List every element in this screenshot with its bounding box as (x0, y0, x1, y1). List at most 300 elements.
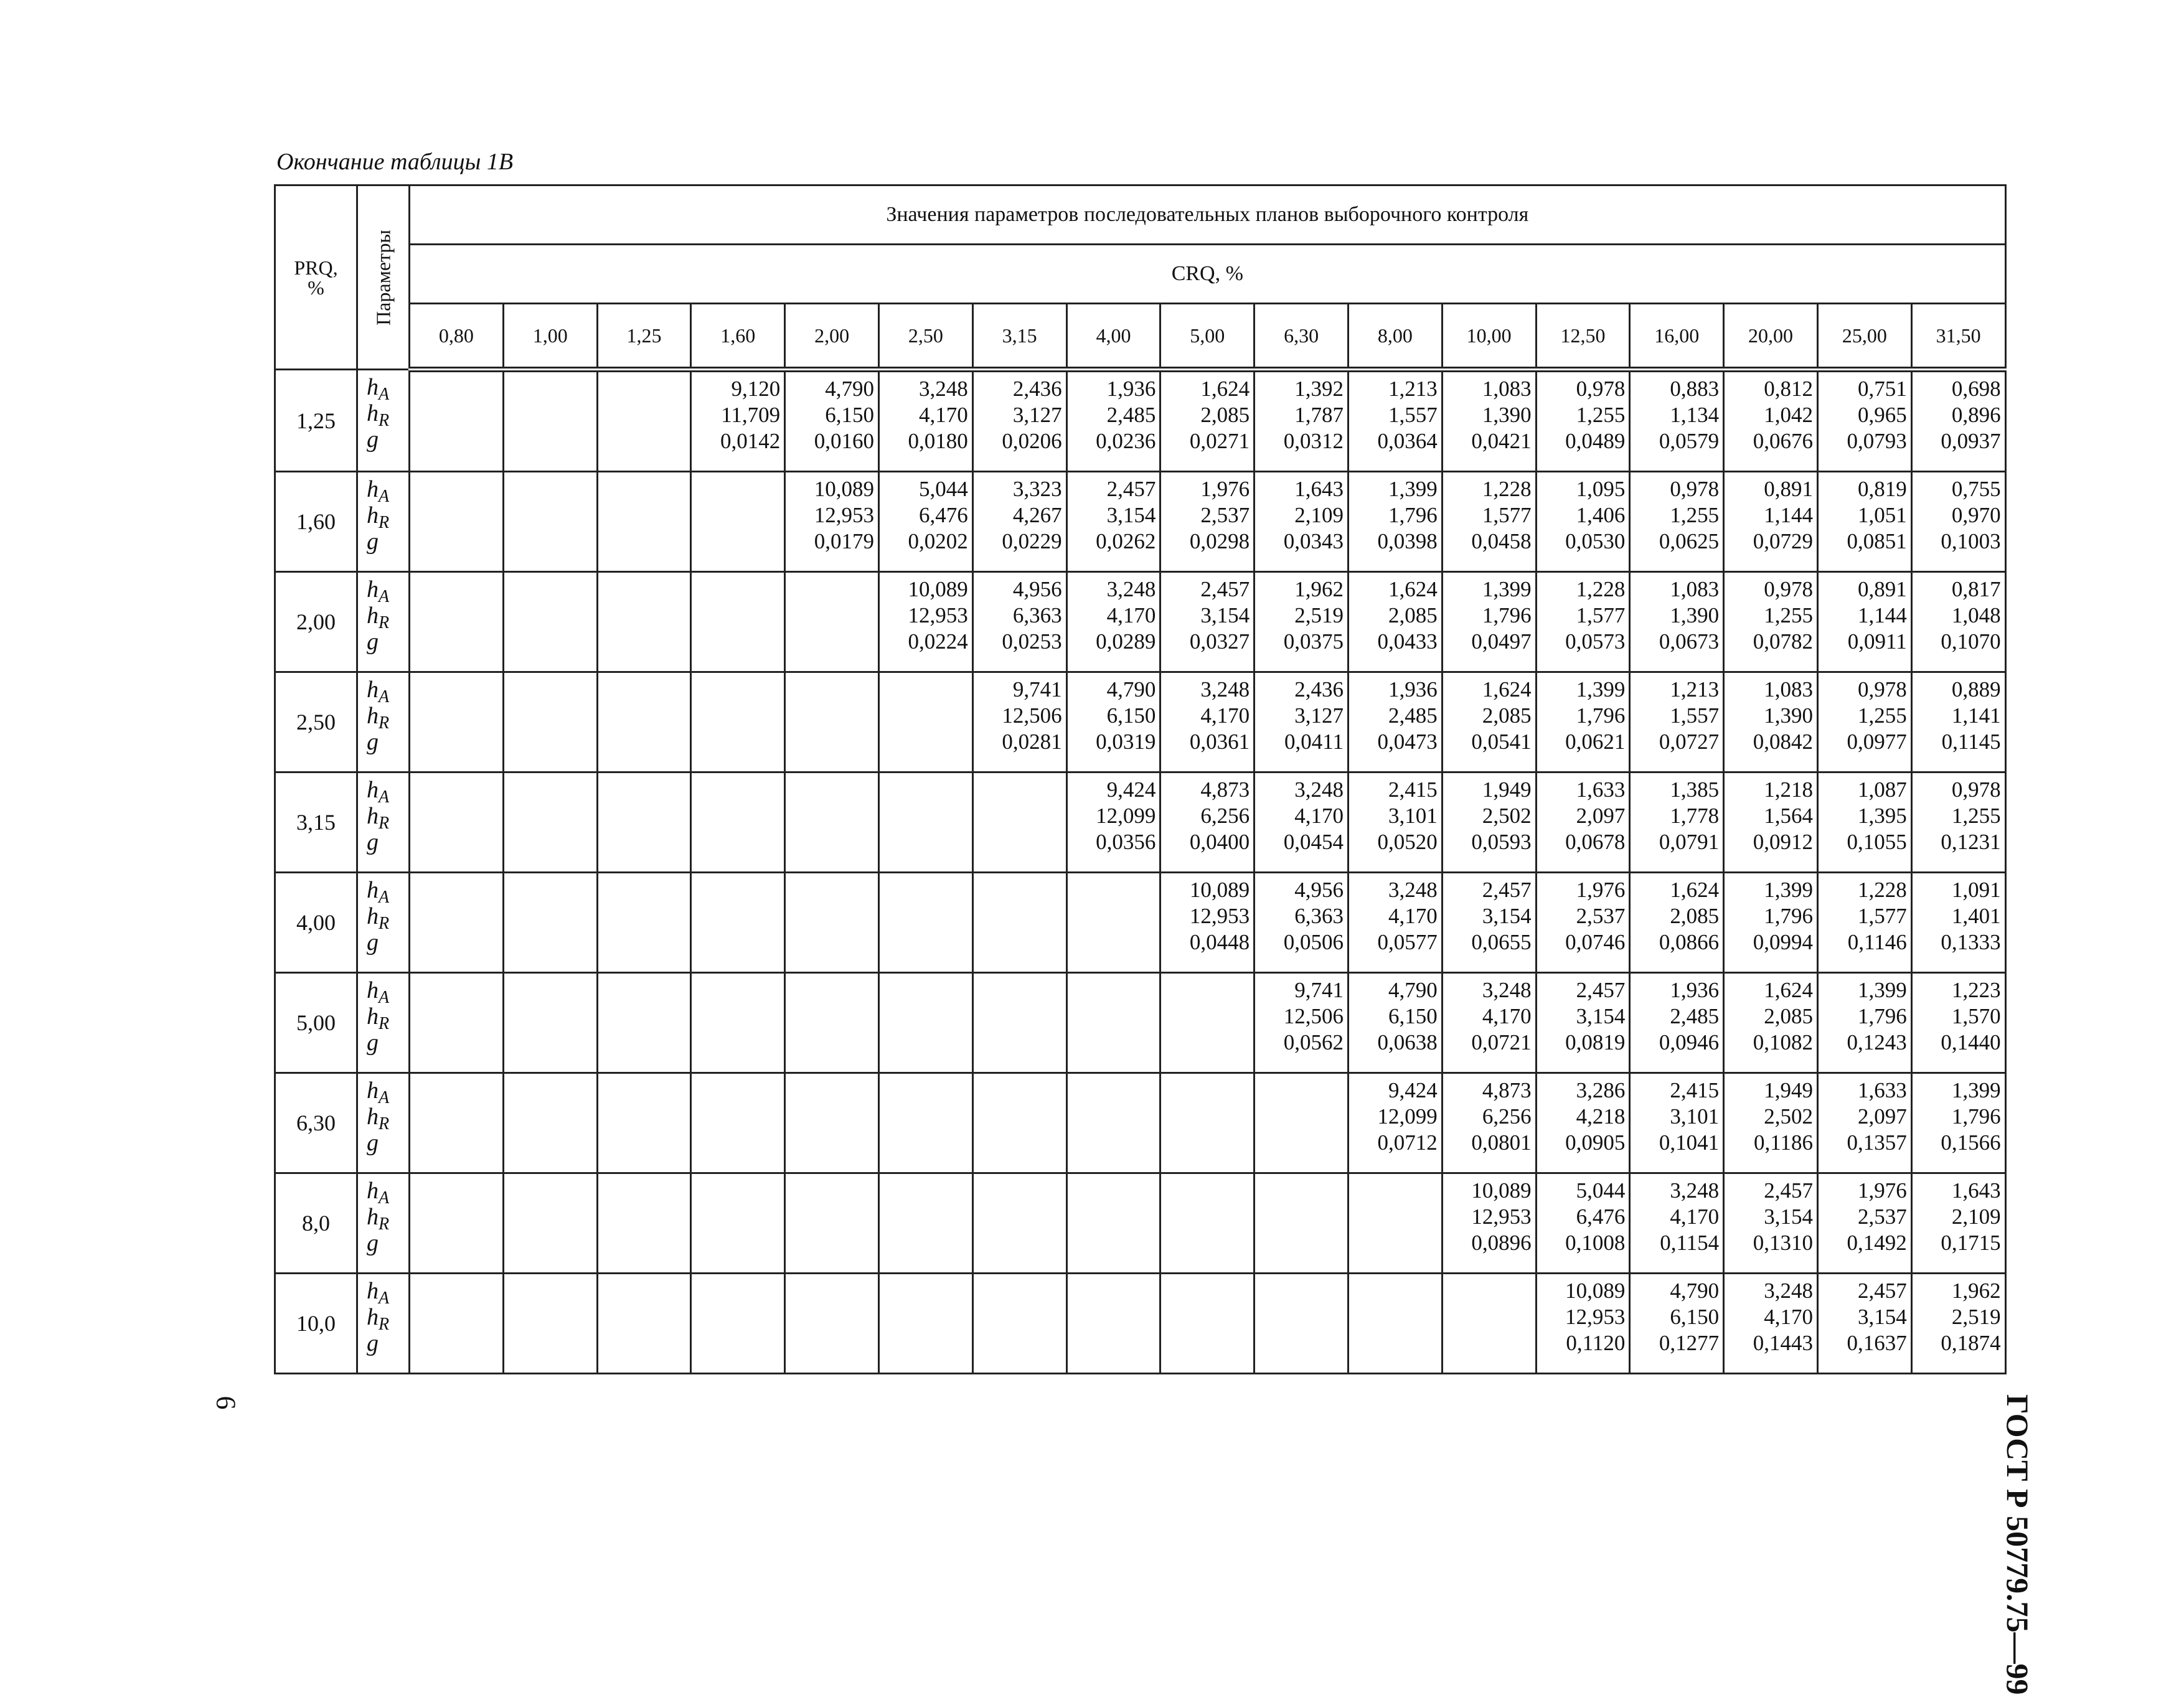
table-cell (410, 1073, 504, 1173)
value-ha: 1,399 (1764, 878, 1813, 902)
param-labels (357, 672, 410, 772)
value-ha: 0,883 (1670, 377, 1720, 401)
value-hr: 2,485 (1106, 403, 1156, 427)
value-ha: 1,095 (1576, 477, 1626, 501)
table-cell (1724, 672, 1818, 772)
table-cell (1160, 873, 1254, 973)
value-hr: 2,109 (1294, 503, 1344, 527)
value-g: 0,1443 (1753, 1331, 1813, 1355)
value-g: 0,1357 (1847, 1130, 1907, 1155)
prq-value: 6,30 (275, 1073, 357, 1173)
table-cell (1254, 472, 1349, 572)
table-cell (1630, 572, 1724, 672)
value-ha: 9,741 (1294, 978, 1344, 1002)
param-h-a: $h_A$ (367, 877, 390, 907)
table-cell (1911, 472, 2005, 572)
table-cell (1254, 370, 1349, 472)
table-row (275, 973, 2006, 1073)
value-g: 0,0638 (1377, 1030, 1438, 1054)
value-g: 0,0562 (1283, 1030, 1344, 1054)
value-hr: 1,577 (1858, 904, 1907, 928)
value-g: 0,1082 (1753, 1030, 1813, 1054)
table-cell (1911, 1173, 2005, 1274)
table-cell (1348, 572, 1442, 672)
table-cell (1817, 873, 1911, 973)
value-ha: 0,891 (1858, 577, 1907, 601)
value-hr: 1,051 (1858, 503, 1907, 527)
value-g: 0,0911 (1847, 629, 1907, 654)
value-hr: 1,042 (1764, 403, 1813, 427)
value-g: 0,0912 (1753, 830, 1813, 854)
value-ha: 4,790 (1388, 978, 1438, 1002)
value-g: 0,0729 (1753, 529, 1813, 553)
value-ha: 1,228 (1482, 477, 1532, 501)
value-ha: 10,089 (814, 477, 874, 501)
value-ha: 1,633 (1858, 1078, 1907, 1102)
value-g: 0,1333 (1941, 930, 2001, 954)
table-row (275, 370, 2006, 472)
value-hr: 4,170 (1200, 703, 1250, 728)
crq-values-row (275, 304, 2006, 370)
table-cell (972, 873, 1066, 973)
value-ha: 1,976 (1576, 878, 1626, 902)
value-ha: 1,399 (1951, 1078, 2001, 1102)
value-ha: 3,248 (1764, 1279, 1813, 1303)
table-cell (691, 973, 785, 1073)
value-hr: 2,485 (1670, 1004, 1720, 1028)
value-ha: 1,624 (1482, 677, 1532, 702)
value-hr: 1,255 (1576, 403, 1626, 427)
table-cell (597, 1173, 691, 1274)
value-hr: 3,154 (1482, 904, 1532, 928)
value-g: 0,1715 (1941, 1231, 2001, 1255)
value-hr: 6,256 (1482, 1104, 1532, 1129)
value-g: 0,0625 (1659, 529, 1720, 553)
value-ha: 0,978 (1858, 677, 1907, 702)
value-g: 0,0937 (1941, 429, 2001, 453)
table-cell (1160, 472, 1254, 572)
value-ha: 0,978 (1764, 577, 1813, 601)
value-hr: 2,109 (1951, 1204, 2001, 1229)
value-hr: 4,267 (1012, 503, 1062, 527)
param-h-r: $h_R$ (367, 1304, 390, 1334)
value-ha: 1,392 (1294, 377, 1344, 401)
param-h-r: $h_R$ (367, 1204, 390, 1234)
table-row (275, 472, 2006, 572)
value-ha: 1,228 (1576, 577, 1626, 601)
crq-column-header: 10,00 (1442, 304, 1536, 370)
value-hr: 1,255 (1670, 503, 1720, 527)
param-h-a: $h_A$ (367, 374, 390, 404)
value-ha: 0,978 (1670, 477, 1720, 501)
table-cell (785, 370, 879, 472)
value-ha: 1,223 (1951, 978, 2001, 1002)
value-ha: 2,457 (1482, 878, 1532, 902)
table-cell (1442, 1073, 1536, 1173)
table-cell (597, 772, 691, 873)
table-cell (1724, 873, 1818, 973)
table-cell (1254, 1173, 1349, 1274)
value-hr: 12,953 (814, 503, 874, 527)
value-g: 0,0579 (1659, 429, 1720, 453)
param-g: g (367, 929, 379, 955)
param-g: g (367, 829, 379, 855)
value-hr: 12,953 (1471, 1204, 1532, 1229)
table-cell (1160, 370, 1254, 472)
table-cell (878, 973, 972, 1073)
value-hr: 2,097 (1576, 804, 1626, 828)
param-h-a: $h_A$ (367, 1078, 390, 1107)
table-cell (1442, 472, 1536, 572)
value-hr: 4,170 (1388, 904, 1438, 928)
crq-column-header: 1,25 (597, 304, 691, 370)
value-hr: 2,097 (1858, 1104, 1907, 1129)
value-g: 0,0224 (908, 629, 968, 654)
table-cell (1817, 973, 1911, 1073)
prq-header-line2: % (308, 276, 324, 299)
value-hr: 1,255 (1764, 603, 1813, 627)
value-ha: 2,415 (1388, 777, 1438, 802)
value-hr: 2,537 (1858, 1204, 1907, 1229)
param-h-a: $h_A$ (367, 977, 390, 1007)
table-cell (1536, 370, 1630, 472)
value-hr: 4,170 (1764, 1305, 1813, 1329)
param-g: g (367, 729, 379, 755)
value-hr: 2,485 (1388, 703, 1438, 728)
value-g: 0,0253 (1002, 629, 1062, 654)
table-cell (878, 1173, 972, 1274)
value-ha: 0,751 (1858, 377, 1907, 401)
value-ha: 1,083 (1670, 577, 1720, 601)
table-cell (1724, 1173, 1818, 1274)
value-hr: 4,170 (1294, 804, 1344, 828)
table-cell (1066, 1173, 1160, 1274)
value-hr: 1,401 (1951, 904, 2001, 928)
value-hr: 1,577 (1482, 503, 1532, 527)
value-ha: 1,213 (1670, 677, 1720, 702)
value-ha: 3,323 (1012, 477, 1062, 501)
value-hr: 4,170 (1482, 1004, 1532, 1028)
value-ha: 2,436 (1294, 677, 1344, 702)
value-hr: 3,154 (1764, 1204, 1813, 1229)
value-g: 0,0361 (1189, 730, 1250, 754)
value-g: 0,0327 (1189, 629, 1250, 654)
value-g: 0,0202 (908, 529, 968, 553)
table-cell (1066, 1274, 1160, 1374)
crq-column-header: 31,50 (1911, 304, 2005, 370)
param-labels (357, 1173, 410, 1274)
table-cell (878, 873, 972, 973)
value-g: 0,0364 (1377, 429, 1438, 453)
table-cell (1817, 772, 1911, 873)
prq-header (275, 185, 357, 370)
value-ha: 1,213 (1388, 377, 1438, 401)
value-hr: 6,363 (1012, 603, 1062, 627)
table-cell (1911, 370, 2005, 472)
value-g: 0,0678 (1565, 830, 1626, 854)
table-cell (597, 472, 691, 572)
table-cell (785, 1173, 879, 1274)
value-g: 0,0573 (1565, 629, 1626, 654)
table-cell (1630, 772, 1724, 873)
value-hr: 6,363 (1294, 904, 1344, 928)
value-g: 0,0454 (1283, 830, 1344, 854)
crq-column-header: 1,60 (691, 304, 785, 370)
table-cell (1066, 572, 1160, 672)
table-cell (691, 472, 785, 572)
table-cell (1254, 973, 1349, 1073)
table-cell (1536, 472, 1630, 572)
value-hr: 2,502 (1482, 804, 1532, 828)
table-row (275, 873, 2006, 973)
param-g: g (367, 1330, 379, 1356)
param-h-r: $h_R$ (367, 603, 390, 632)
table-cell (1442, 1173, 1536, 1274)
value-hr: 1,577 (1576, 603, 1626, 627)
value-ha: 2,457 (1106, 477, 1156, 501)
value-ha: 1,949 (1482, 777, 1532, 802)
table-cell (691, 672, 785, 772)
crq-header: CRQ, % (410, 245, 2006, 304)
table-cell (1160, 672, 1254, 772)
value-hr: 2,519 (1951, 1305, 2001, 1329)
value-hr: 1,134 (1670, 403, 1720, 427)
value-ha: 2,457 (1576, 978, 1626, 1002)
table-cell (878, 572, 972, 672)
value-ha: 1,976 (1200, 477, 1250, 501)
value-hr: 2,537 (1200, 503, 1250, 527)
value-ha: 0,817 (1951, 577, 2001, 601)
value-g: 0,0298 (1189, 529, 1250, 553)
value-hr: 12,953 (908, 603, 968, 627)
table-cell (691, 1173, 785, 1274)
value-hr: 1,390 (1482, 403, 1532, 427)
value-ha: 1,399 (1858, 978, 1907, 1002)
value-g: 0,0398 (1377, 529, 1438, 553)
value-ha: 4,790 (1670, 1279, 1720, 1303)
table-cell (972, 370, 1066, 472)
value-hr: 1,557 (1388, 403, 1438, 427)
table-cell (503, 772, 597, 873)
table-cell (1724, 472, 1818, 572)
value-hr: 6,476 (1576, 1204, 1626, 1229)
table-cell (1724, 772, 1818, 873)
value-g: 0,0421 (1471, 429, 1532, 453)
value-ha: 3,248 (1388, 878, 1438, 902)
crq-column-header: 6,30 (1254, 304, 1349, 370)
table-cell (1911, 1274, 2005, 1374)
value-g: 0,0319 (1096, 730, 1156, 754)
value-hr: 0,970 (1951, 503, 2001, 527)
value-g: 0,0229 (1002, 529, 1062, 553)
prq-value: 4,00 (275, 873, 357, 973)
value-g: 0,0793 (1847, 429, 1907, 453)
value-hr: 3,154 (1858, 1305, 1907, 1329)
table-cell (1442, 1274, 1536, 1374)
value-ha: 0,698 (1951, 377, 2001, 401)
param-labels (357, 973, 410, 1073)
value-g: 0,0356 (1096, 830, 1156, 854)
param-g: g (367, 426, 379, 453)
table-cell (1254, 873, 1349, 973)
value-g: 0,0506 (1283, 930, 1344, 954)
param-h-r: $h_R$ (367, 903, 390, 933)
table-cell (597, 873, 691, 973)
table-cell (597, 973, 691, 1073)
value-ha: 1,624 (1764, 978, 1813, 1002)
prq-value: 8,0 (275, 1173, 357, 1274)
table-cell (503, 973, 597, 1073)
table-cell (691, 1073, 785, 1173)
table-cell (503, 1274, 597, 1374)
value-hr: 3,101 (1388, 804, 1438, 828)
table-cell (1160, 772, 1254, 873)
table-cell (1724, 370, 1818, 472)
table-cell (503, 370, 597, 472)
param-g: g (367, 1030, 379, 1056)
prq-value: 2,00 (275, 572, 357, 672)
value-g: 0,0905 (1565, 1130, 1626, 1155)
table-cell (1348, 672, 1442, 772)
value-hr: 6,150 (825, 403, 874, 427)
value-hr: 1,048 (1951, 603, 2001, 627)
table-cell (1254, 572, 1349, 672)
table-cell (1630, 672, 1724, 772)
value-g: 0,0312 (1283, 429, 1344, 453)
table-cell (1442, 772, 1536, 873)
param-h-a: $h_A$ (367, 576, 390, 606)
param-h-r: $h_R$ (367, 400, 390, 430)
param-h-r: $h_R$ (367, 1003, 390, 1033)
table-cell (1724, 572, 1818, 672)
value-hr: 12,953 (1189, 904, 1250, 928)
table-body (275, 370, 2006, 1374)
value-ha: 0,891 (1764, 477, 1813, 501)
param-labels (357, 472, 410, 572)
value-ha: 1,643 (1294, 477, 1344, 501)
param-g: g (367, 629, 379, 655)
table-cell (597, 370, 691, 472)
prq-value: 10,0 (275, 1274, 357, 1374)
value-ha: 1,976 (1858, 1178, 1907, 1203)
table-cell (597, 1073, 691, 1173)
value-hr: 1,144 (1858, 603, 1907, 627)
value-g: 0,1186 (1754, 1130, 1813, 1155)
value-hr: 1,255 (1951, 804, 2001, 828)
table-cell (1630, 370, 1724, 472)
table-cell (972, 572, 1066, 672)
value-g: 0,0343 (1283, 529, 1344, 553)
crq-column-header: 4,00 (1066, 304, 1160, 370)
crq-column-header: 8,00 (1348, 304, 1442, 370)
value-ha: 4,956 (1294, 878, 1344, 902)
value-g: 0,0530 (1565, 529, 1626, 553)
value-g: 0,0946 (1659, 1030, 1720, 1054)
param-h-r: $h_R$ (367, 703, 390, 733)
value-g: 0,1310 (1753, 1231, 1813, 1255)
value-g: 0,0262 (1096, 529, 1156, 553)
crq-column-header: 1,00 (503, 304, 597, 370)
value-g: 0,1154 (1660, 1231, 1720, 1255)
standard-code: ГОСТ Р 50779.75—99 (2000, 1394, 2035, 1695)
value-hr: 12,506 (1283, 1004, 1344, 1028)
value-g: 0,0520 (1377, 830, 1438, 854)
param-g: g (367, 1230, 379, 1256)
value-g: 0,0676 (1753, 429, 1813, 453)
value-ha: 2,457 (1200, 577, 1250, 601)
value-ha: 3,248 (1294, 777, 1344, 802)
param-labels (357, 370, 410, 472)
value-g: 0,0577 (1377, 930, 1438, 954)
param-labels (357, 1073, 410, 1173)
param-g: g (367, 528, 379, 555)
value-g: 0,0593 (1471, 830, 1532, 854)
param-h-a: $h_A$ (367, 1178, 390, 1208)
table-cell (691, 370, 785, 472)
table-cell (1066, 370, 1160, 472)
table-cell (785, 472, 879, 572)
value-ha: 1,962 (1951, 1279, 2001, 1303)
value-hr: 12,099 (1377, 1104, 1438, 1129)
table-cell (1160, 973, 1254, 1073)
table-row (275, 572, 2006, 672)
value-ha: 1,218 (1764, 777, 1813, 802)
value-hr: 1,796 (1951, 1104, 2001, 1129)
table-cell (1536, 772, 1630, 873)
value-ha: 9,741 (1012, 677, 1062, 702)
table-cell (1442, 572, 1536, 672)
value-ha: 2,457 (1764, 1178, 1813, 1203)
value-g: 0,1440 (1941, 1030, 2001, 1054)
value-hr: 6,476 (919, 503, 968, 527)
value-hr: 1,144 (1764, 503, 1813, 527)
value-hr: 2,085 (1388, 603, 1438, 627)
value-ha: 0,889 (1951, 677, 2001, 702)
param-h-a: $h_A$ (367, 677, 390, 707)
table-cell (1348, 1073, 1442, 1173)
params-header-label: Параметры (372, 229, 394, 326)
value-hr: 2,519 (1294, 603, 1344, 627)
table-cell (410, 873, 504, 973)
table-cell (785, 772, 879, 873)
value-hr: 4,170 (919, 403, 968, 427)
prq-value: 1,60 (275, 472, 357, 572)
value-hr: 2,085 (1764, 1004, 1813, 1028)
table-cell (1911, 672, 2005, 772)
table-cell (1817, 370, 1911, 472)
table-cell (1911, 572, 2005, 672)
table-cell (691, 772, 785, 873)
value-ha: 1,083 (1764, 677, 1813, 702)
value-hr: 12,506 (1002, 703, 1062, 728)
value-ha: 9,424 (1388, 1078, 1438, 1102)
value-g: 0,0489 (1565, 429, 1626, 453)
table-cell (503, 873, 597, 973)
value-g: 0,1146 (1847, 930, 1907, 954)
crq-column-header: 0,80 (410, 304, 504, 370)
value-g: 0,0621 (1565, 730, 1626, 754)
crq-column-header: 2,00 (785, 304, 879, 370)
value-g: 0,0179 (814, 529, 874, 553)
table-cell (597, 572, 691, 672)
crq-column-header: 12,50 (1536, 304, 1630, 370)
value-hr: 3,101 (1670, 1104, 1720, 1129)
value-hr: 1,787 (1294, 403, 1344, 427)
param-h-r: $h_R$ (367, 502, 390, 532)
value-ha: 2,436 (1012, 377, 1062, 401)
param-labels (357, 772, 410, 873)
value-hr: 11,709 (721, 403, 781, 427)
